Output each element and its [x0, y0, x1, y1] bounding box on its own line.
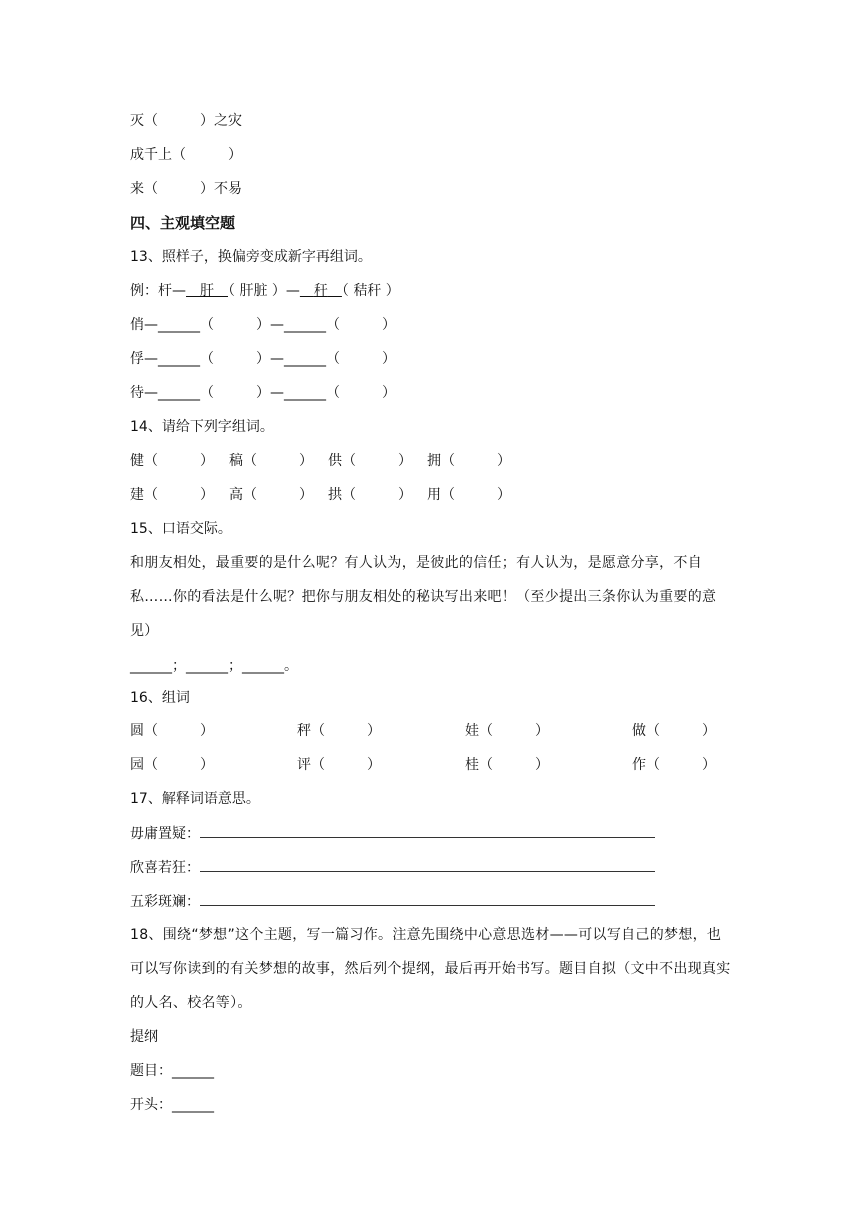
answer-line — [200, 823, 655, 838]
q14-cell: 拱（ ） — [328, 487, 412, 503]
example-part-1: （ 肝脏 ）— — [228, 283, 300, 299]
q14-cell: 健（ ） — [130, 453, 214, 469]
outline-opening-line: 开头：______ — [130, 1097, 214, 1113]
idiom-line-3: 来（ ）不易 — [130, 181, 242, 197]
idiom-line-1: 灭（ ）之灾 — [130, 113, 242, 129]
answer-line — [200, 891, 655, 906]
q14-cell: 建（ ） — [130, 487, 214, 503]
q16-cell: 作（ ） — [632, 757, 716, 773]
q14-cell: 用（ ） — [427, 487, 511, 503]
example-prefix: 例：杆— — [130, 283, 186, 299]
q16-cell: 评（ ） — [297, 757, 381, 773]
idiom-line-2: 成千上（ ） — [130, 147, 242, 163]
q14-cell: 供（ ） — [328, 453, 412, 469]
q14-title: 14、请给下列字组词。 — [130, 419, 274, 435]
q13-title: 13、照样子，换偏旁变成新字再组词。 — [130, 249, 372, 265]
q16-cell: 娃（ ） — [465, 723, 549, 739]
example-word-1: 肝 — [200, 283, 214, 299]
q13-example — [130, 281, 400, 301]
q18-body: 18、围绕“梦想”这个主题，写一篇习作。注意先围绕中心意思选材——可以写自己的梦想，也可以写你读到的有关梦想的故事，然后列个提纲，最后再开始书写。题目自拟（文中不出现真实的人名、校名等）。 — [130, 927, 731, 1011]
outline-label: 提纲 — [130, 1029, 158, 1045]
q16-cell: 圆（ ） — [130, 723, 214, 739]
q14-cell: 稿（ ） — [229, 453, 313, 469]
q17-item-3: 五彩斑斓： — [130, 891, 655, 912]
q17-title: 17、解释词语意思。 — [130, 791, 260, 807]
q13-row-2: 俘—______（ ）—______（ ） — [130, 351, 396, 367]
q15-body: 和朋友相处，最重要的是什么呢？有人认为，是彼此的信任；有人认为，是愿意分享，不自私……你的看法是什么呢？把你与朋友相处的秘诀写出来吧！（至少提出三条你认为重要的意见） — [130, 555, 717, 639]
outline-title-line: 题目：______ — [130, 1063, 214, 1079]
q14-cell: 高（ ） — [229, 487, 313, 503]
q15-title: 15、口语交际。 — [130, 521, 232, 537]
answer-line — [200, 857, 655, 872]
q16-cell: 桂（ ） — [465, 757, 549, 773]
q16-title: 16、组词 — [130, 690, 190, 706]
q16-cell: 园（ ） — [130, 757, 214, 773]
example-word-2: 秆 — [313, 283, 328, 299]
example-part-2: （ 秸秆 ） — [341, 283, 400, 299]
q17-item-1: 毋庸置疑： — [130, 823, 655, 844]
q16-cell: 做（ ） — [632, 723, 716, 739]
section-heading: 四、主观填空题 — [130, 214, 236, 232]
q15-answer: ______；______；______。 — [130, 658, 298, 674]
q17-item-2: 欣喜若狂： — [130, 857, 655, 878]
q13-row-1: 俏—______（ ）—______（ ） — [130, 317, 396, 333]
q13-row-3: 待—______（ ）—______（ ） — [130, 385, 396, 401]
q16-cell: 秤（ ） — [297, 723, 381, 739]
q14-cell: 拥（ ） — [427, 453, 511, 469]
